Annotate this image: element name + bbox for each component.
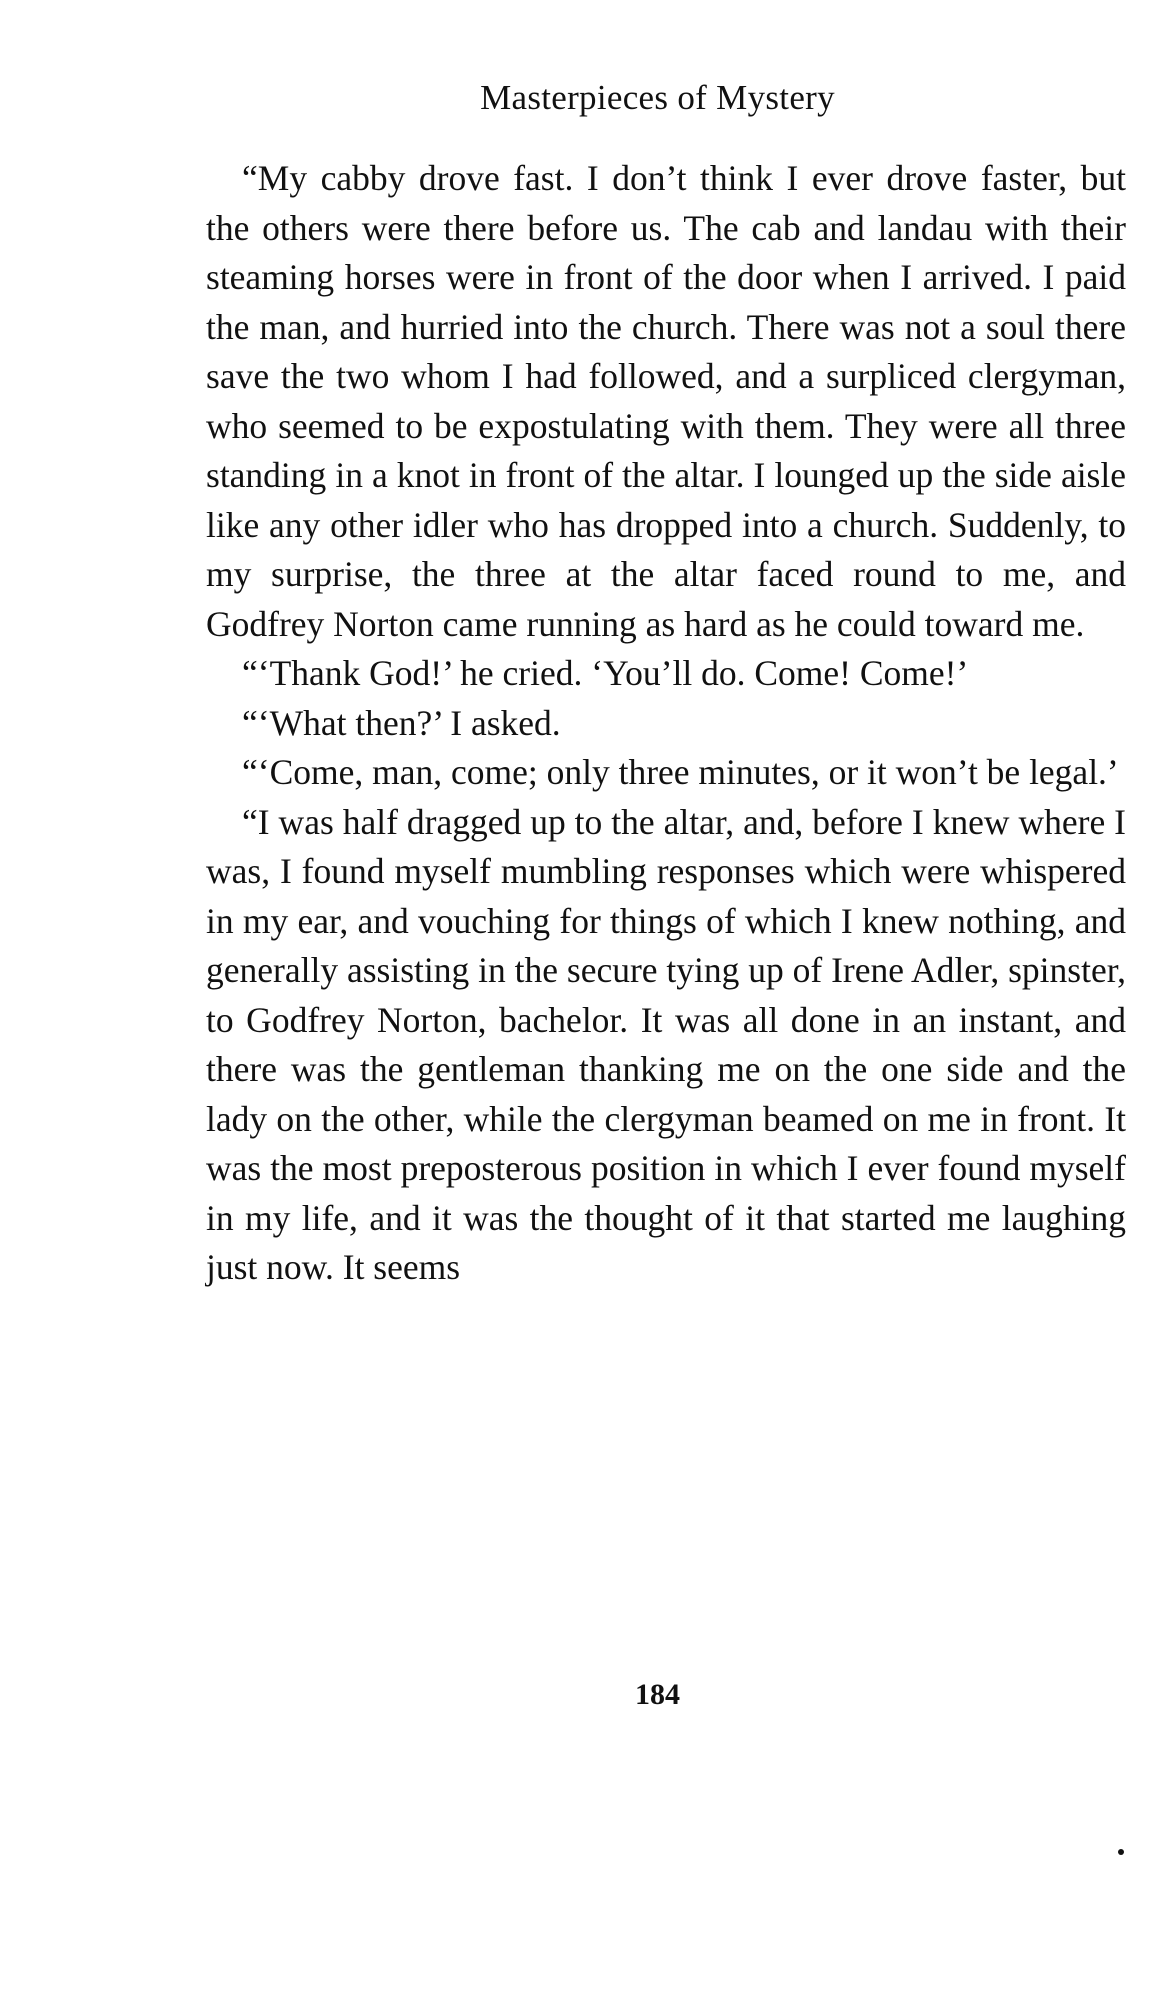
page-number: 184 — [635, 1678, 680, 1711]
body-text — [206, 154, 1126, 1293]
paragraph: “My cabby drove fast. I don’t think I ever drove faster, but the others were there before us. The cab and landau with their steaming horses were in front of the door when I arrived. I paid the man, and hurried into the church. There was not a soul there save the two whom I had followed, and a surpliced clergyman, who seemed to be expostulating with them. They were all three standing in a knot in front of the altar. I lounged up the side aisle like any other idler who has dropped into a church. Suddenly, to my surprise, the three at the altar faced round to me, and Godfrey Norton came running as hard as he could toward me. — [206, 158, 1126, 644]
paragraph: “‘Come, man, come; only three minutes, or it won’t be legal.’ — [242, 752, 1119, 792]
paragraph: “‘Thank God!’ he cried. ‘You’ll do. Come! Come!’ — [242, 653, 969, 693]
ink-speck — [1118, 1849, 1124, 1855]
paragraph: “‘What then?’ I asked. — [242, 702, 561, 743]
paragraph: “I was half dragged up to the altar, and, before I knew where I was, I found myself mumbling responses which were whispered in my ear, and vouching for things of which I knew nothing, and generally assisting in the secure tying up of Irene Adler, spinster, to Godfrey Norton, bachelor. It was all done in an instant, and there was the gentleman thanking me on the one side and the lady on the other, while the clergyman beamed on me in front. It was the most preposterous position in which I ever found myself in my life, and it was the thought of it that started me laughing just now. It seems — [206, 801, 1126, 1287]
running-head: Masterpieces of Mystery — [480, 78, 835, 117]
